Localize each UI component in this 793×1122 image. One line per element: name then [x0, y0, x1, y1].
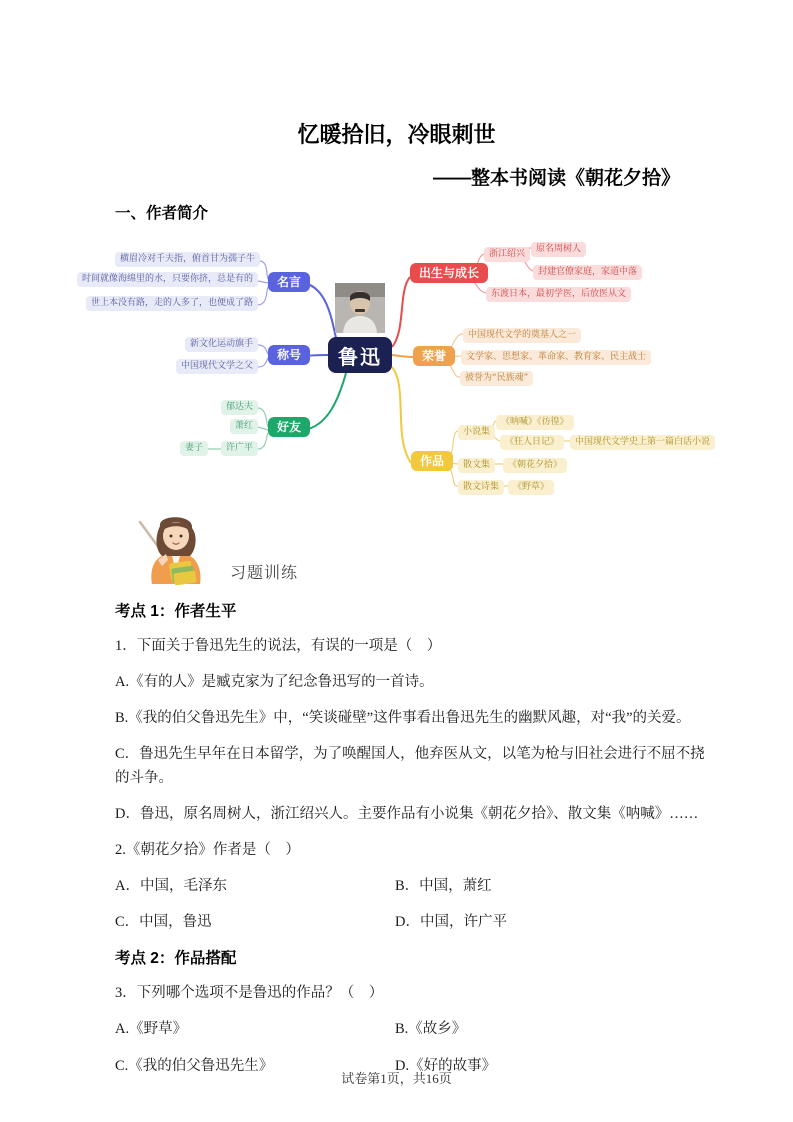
quote-leaf: 世上本没有路，走的人多了，也便成了路	[86, 296, 258, 311]
topic-heading-2: 考点 2：作品搭配	[115, 950, 237, 968]
question-3-option-a: A.《野草》	[115, 1021, 188, 1038]
question-1: 1．下面关于鲁迅先生的说法，有误的一项是（ ）	[115, 637, 442, 654]
works-essay-leaf: 《朝花夕拾》	[503, 458, 567, 473]
works-poem-label-leaf: 散文诗集	[458, 480, 504, 495]
exam-body	[115, 596, 705, 1091]
branch-node-titles: 称号	[268, 345, 310, 365]
question-1-option-b: B.《我的伯父鲁迅先生》中，“笑谈碰壁”这件事看出鲁迅先生的幽默风趣，对“我”的关爱。	[115, 710, 691, 727]
question-1-option-c: C．鲁迅先生早年在日本留学，为了唤醒国人，他弃医从文，以笔为枪与旧社会进行不屈不挠的斗争。	[115, 746, 705, 786]
branch-node-birth: 出生与成长	[410, 263, 488, 283]
branch-node-quotes: 名言	[268, 272, 310, 292]
works-novels-leaf: 《呐喊》《彷徨》	[496, 415, 574, 430]
page-footer: 试卷第1页，共16页	[341, 1071, 452, 1086]
luxun-photo	[335, 283, 385, 333]
topic-heading-1: 考点 1：作者生平	[115, 603, 237, 620]
question-3: 3．下列哪个选项不是鲁迅的作品？（ ）	[115, 985, 384, 1002]
birth-japan-leaf: 东渡日本，最初学医，后放医从文	[486, 287, 631, 302]
question-2: 2.《朝花夕拾》作者是（ ）	[115, 841, 300, 858]
luxun-portrait-graphic	[335, 283, 385, 333]
title-leaf: 新文化运动旗手	[185, 337, 258, 352]
wife-leaf: 妻子	[180, 441, 208, 456]
birth-detail-leaf: 原名周树人	[531, 242, 586, 257]
question-3-option-c: C.《我的伯父鲁迅先生》	[115, 1057, 274, 1074]
exercise-banner	[132, 512, 432, 592]
birth-detail-leaf: 封建官僚家庭，家道中落	[533, 265, 642, 280]
works-novel2-note-leaf: 中国现代文学史上第一篇白话小说	[570, 435, 715, 450]
question-1-option-a: A.《有的人》是臧克家为了纪念鲁迅写的一首诗。	[115, 673, 434, 690]
works-novel-label-leaf: 小说集	[458, 425, 495, 440]
branch-node-honors: 荣誉	[413, 346, 455, 366]
question-2-option-b: B．中国，萧红	[395, 878, 492, 895]
question-2-option-c: C．中国，鲁迅	[115, 914, 212, 931]
birth-place-leaf: 浙江绍兴	[484, 247, 530, 262]
question-2-option-d: D．中国，许广平	[395, 914, 507, 931]
friend-leaf: 萧红	[230, 419, 258, 434]
branch-node-works: 作品	[411, 451, 453, 471]
question-1-option-d: D．鲁迅，原名周树人，浙江绍兴人。主要作品有小说集《朝花夕拾》、散文集《呐喊》……	[115, 805, 699, 822]
exercise-title: 习题训练	[230, 565, 299, 582]
question-3-option-b: B.《故乡》	[395, 1021, 467, 1038]
friend-leaf: 许广平	[221, 441, 258, 456]
works-essay-label-leaf: 散文集	[458, 458, 495, 473]
works-novel2-leaf: 《狂人日记》	[500, 435, 564, 450]
honor-leaf: 文学家、思想家、革命家、教育家、民主战士	[461, 350, 651, 365]
quote-leaf: 时间就像海绵里的水，只要你挤，总是有的	[77, 272, 258, 287]
question-2-option-a: A．中国，毛泽东	[115, 878, 227, 895]
teacher-illustration	[132, 512, 222, 592]
quote-leaf: 横眉冷对千夫指，俯首甘为孺子牛	[115, 252, 260, 267]
friend-leaf: 郁达夫	[221, 400, 258, 415]
honor-leaf: 中国现代文学的奠基人之一	[463, 328, 581, 343]
page-title: 忆暖拾旧，冷眼刺世	[297, 122, 496, 147]
question-3-option-d: D.《好的故事》	[395, 1057, 497, 1074]
section-heading: 一、作者简介	[115, 205, 209, 222]
honor-leaf: 被誉为“民族魂”	[460, 371, 533, 386]
title-leaf: 中国现代文学之父	[176, 359, 258, 374]
luxun-mindmap	[81, 235, 730, 515]
branch-node-friends: 好友	[268, 417, 310, 437]
works-poem-leaf: 《野草》	[508, 480, 554, 495]
center-node-luxun: 鲁迅	[328, 337, 392, 373]
page-subtitle: ——整本书阅读《朝花夕拾》	[432, 168, 680, 189]
